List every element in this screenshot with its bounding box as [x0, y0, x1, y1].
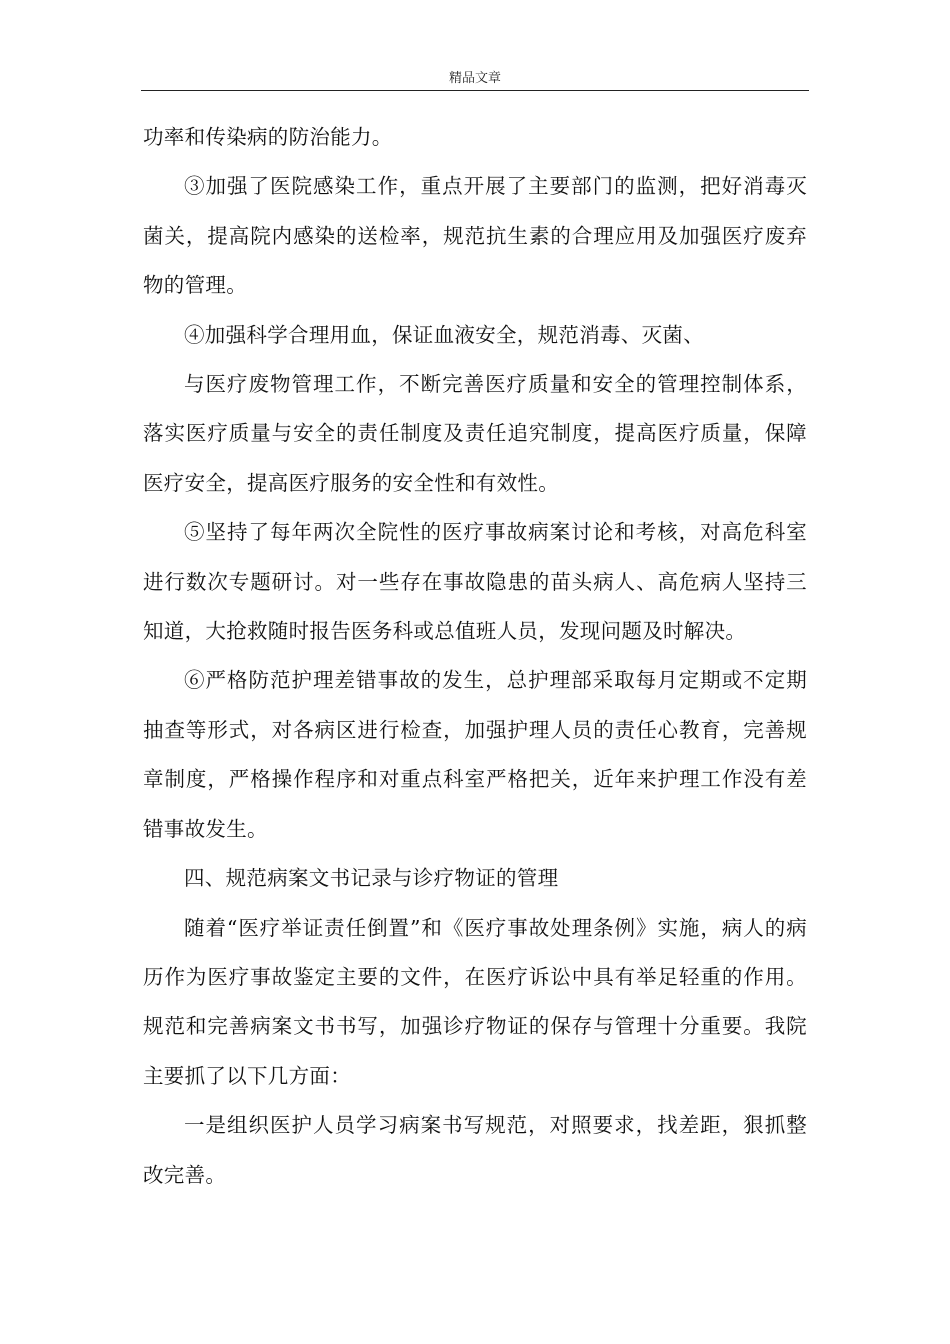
paragraph-item-5: ⑤坚持了每年两次全院性的医疗事故病案讨论和考核，对高危科室进行数次专题研讨。对一些存在事故隐患的苗头病人、高危病人坚持三知道，大抢救随时报告医务科或总值班人员，发现问题及时解决。 — [143, 520, 807, 644]
paragraph-continuation: 功率和传染病的防治能力。 — [143, 125, 393, 149]
header-title: 精品文章 — [448, 71, 501, 86]
section-heading-4: 四、规范病案文书记录与诊疗物证的管理 — [184, 866, 559, 891]
paragraph-item-4-continued: 与医疗废物管理工作，不断完善医疗质量和安全的管理控制体系，落实医疗质量与安全的责任制度及责任追究制度，提高医疗质量，保障医疗安全，提高医疗服务的安全性和有效性。 — [143, 372, 807, 495]
paragraph-item-3: ③加强了医院感染工作，重点开展了主要部门的监测，把好消毒灭菌关，提高院内感染的送检率，规范抗生素的合理应用及加强医疗废弃物的管理。 — [143, 174, 807, 298]
paragraph-item-6: ⑥严格防范护理差错事故的发生，总护理部采取每月定期或不定期抽查等形式，对各病区进行检查，加强护理人员的责任心教育，完善规章制度，严格操作程序和对重点科室严格把关，近年来护理工作没有差错事故发生。 — [143, 668, 807, 841]
page-header — [141, 70, 809, 91]
paragraph-section-4-intro: 随着“医疗举证责任倒置”和《医疗事故处理条例》实施，病人的病历作为医疗事故鉴定主要的文件，在医疗诉讼中具有举足轻重的作用。规范和完善病案文书书写，加强诊疗物证的保存与管理十分重要。我院主要抓了以下几方面： — [143, 915, 807, 1088]
paragraph-point-1: 一是组织医护人员学习病案书写规范，对照要求，找差距，狠抓整改完善。 — [143, 1113, 807, 1187]
document-body — [143, 113, 807, 1200]
paragraph-item-4: ④加强科学合理用血，保证血液安全，规范消毒、灭菌、 — [184, 322, 704, 347]
